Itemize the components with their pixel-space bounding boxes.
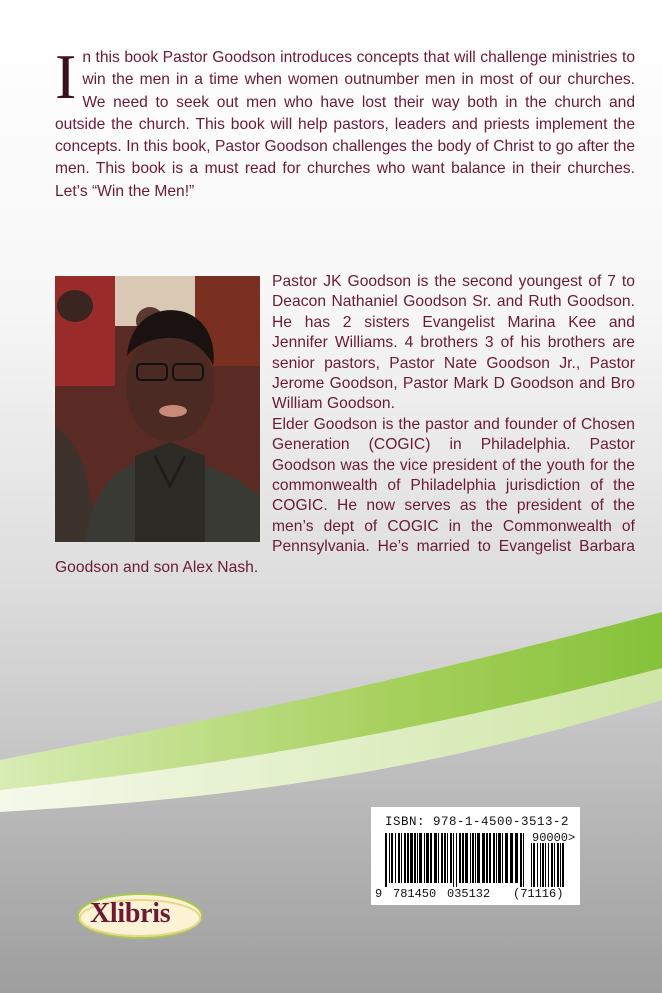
publisher-logo xyxy=(74,890,206,942)
barcode-digits-group2: 035132 xyxy=(447,887,491,901)
barcode-digit-first: 9 xyxy=(375,887,383,901)
intro-text: n this book Pastor Goodson introduces concepts that will challenge ministries to win the men in a time when women outnumber men in most of our churches. We need to seek out men who have lost their way both in the church and outside the church. This book will help pastors, leaders and priests implement the concepts. In this book, Pastor Goodson challenges the body of Christ to go after the men. This book is a must read for churches who want balance in their churches. Let’s “Win the Men!” xyxy=(55,49,635,200)
isbn-label: ISBN: 978-1-4500-3513-2 xyxy=(385,815,570,829)
author-photo xyxy=(55,276,260,542)
price-code: 90000> xyxy=(532,831,576,845)
barcode-digits-addon: (71116) xyxy=(513,887,564,901)
barcode-digits-group1: 781450 xyxy=(393,887,437,901)
drop-cap: I xyxy=(55,41,77,112)
author-bio xyxy=(55,272,635,578)
publisher-logo-text: Xlibris xyxy=(90,898,171,929)
intro-paragraph xyxy=(55,41,635,203)
barcode-box xyxy=(371,807,580,905)
bio-paragraph-1: Pastor JK Goodson is the second youngest of 7 to Deacon Nathaniel Goodson Sr. and Ruth Goodson. He has 2 sisters Evangelist Marina Kee and Jennifer Williams. 4 brothers 3 of his brothers are senior pastors, Pastor Nate Goodson Jr., Pastor Jerome Goodson, Pastor Mark D Goodson and Bro William Goodson. xyxy=(272,273,635,413)
bio-paragraph-2: Elder Goodson is the pastor and founder of Chosen Generation (COGIC) in Philadelphia. Pastor Goodson was the vice president of the youth for the commonwealth of Philadelphia jurisdiction of the COGIC. He now serves as the president of the men’s dept of COGIC in the Commonwealth of Pennsylvania. He’s married to Evangelist Barbara Goodson and son Alex Nash. xyxy=(55,415,635,576)
